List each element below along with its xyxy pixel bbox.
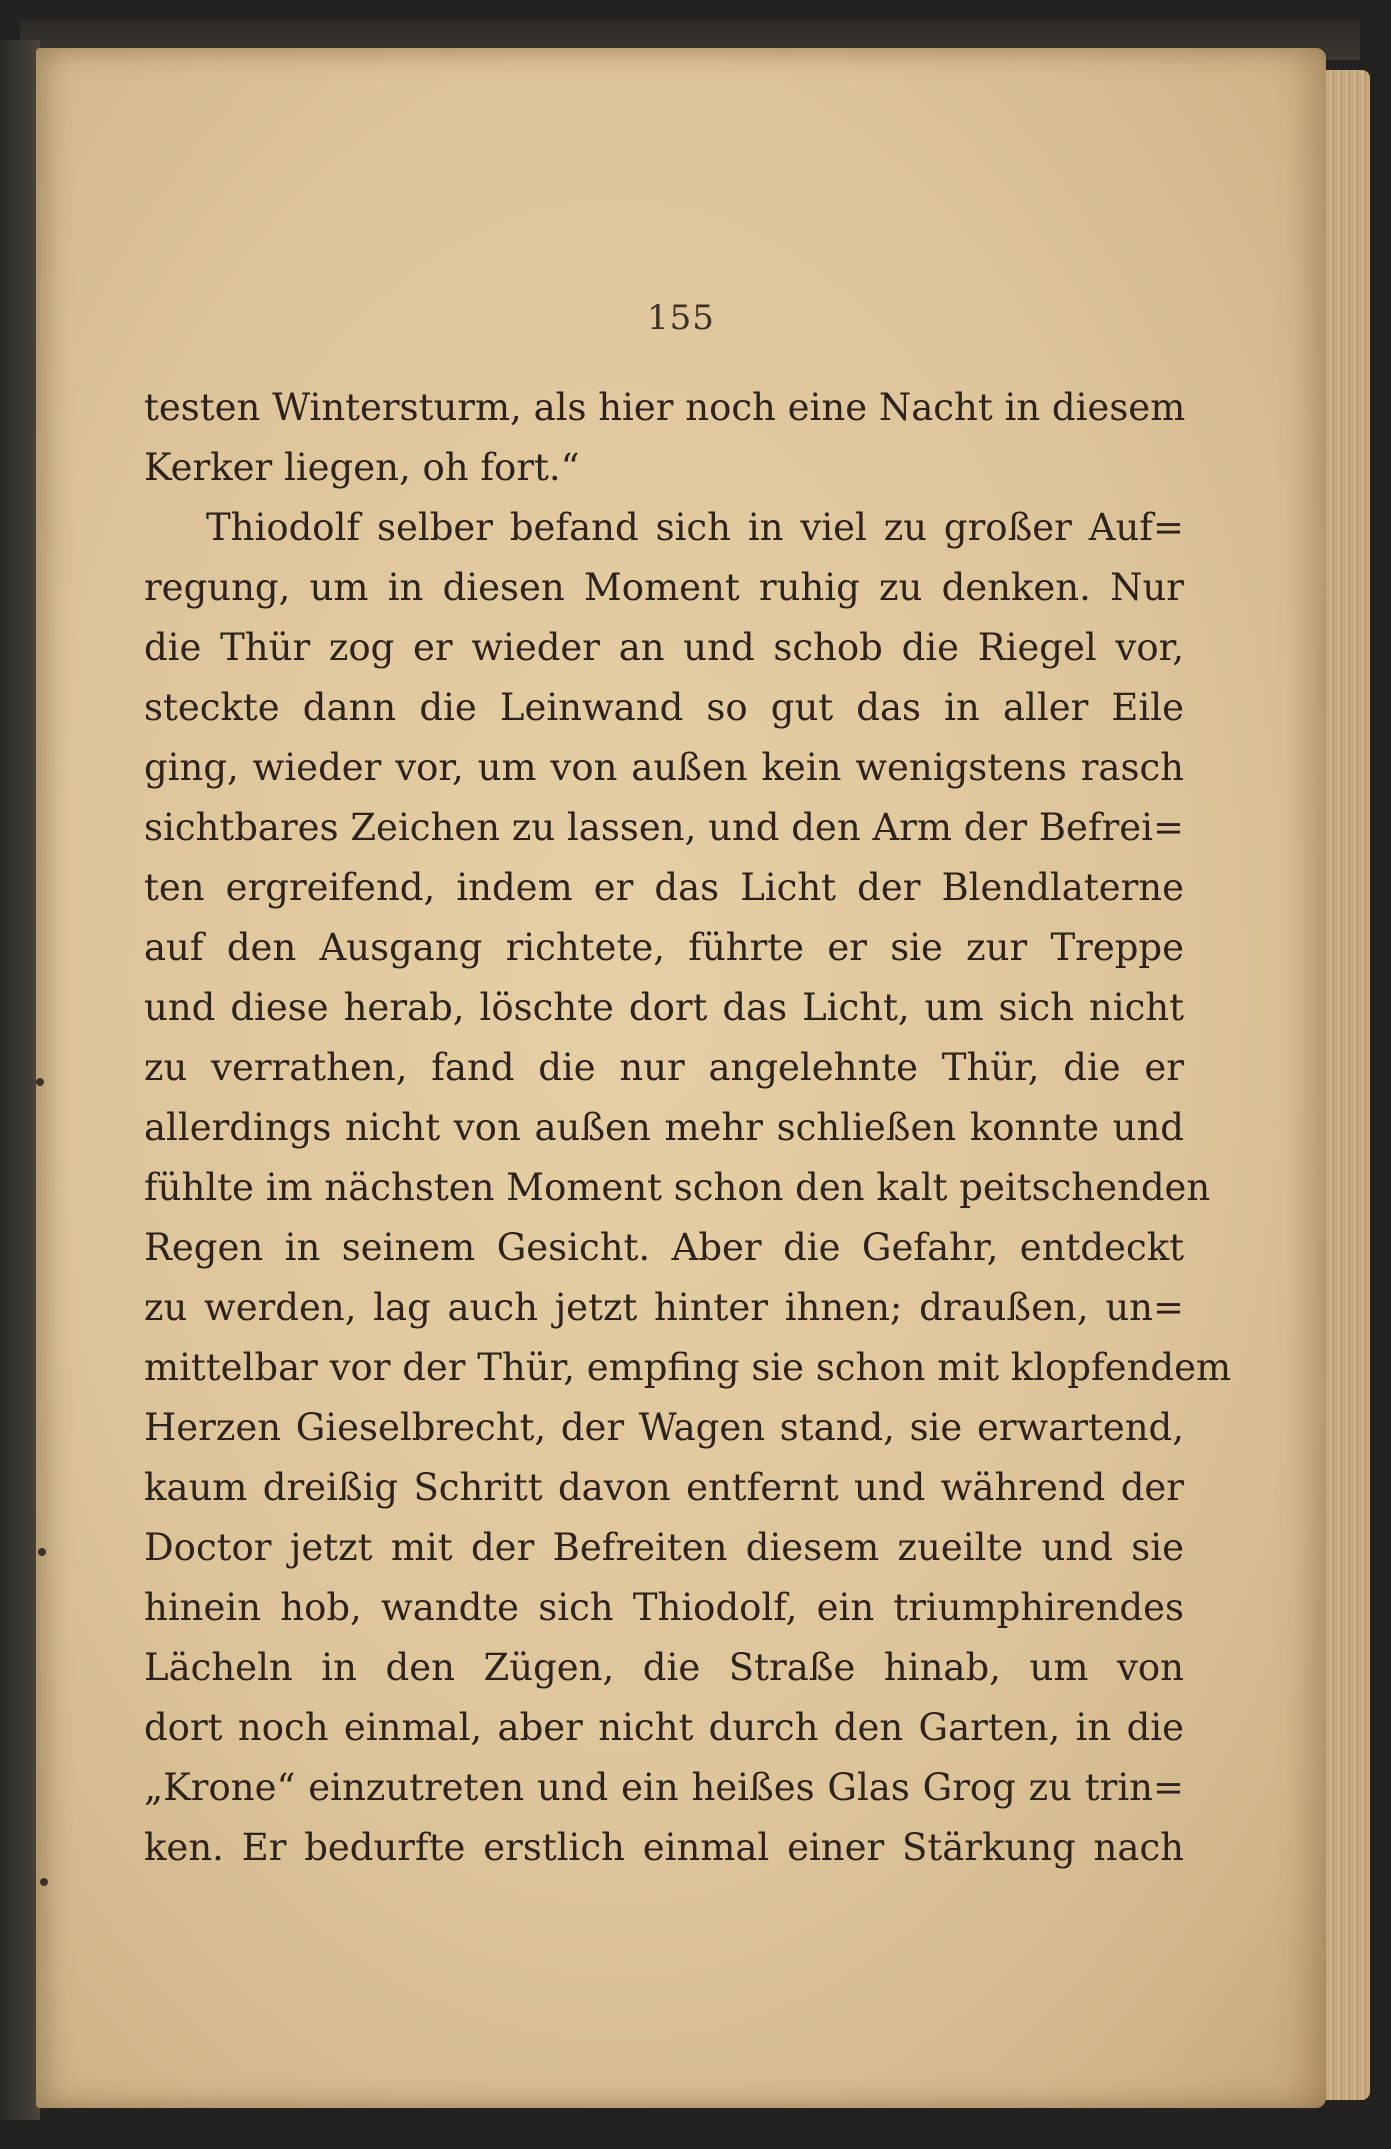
- text-line: Thiodolf selber befand sich in viel zu großer Auf=: [206, 506, 1184, 549]
- margin-speck: [36, 1078, 44, 1086]
- text-line: Regen in seinem Gesicht. Aber die Gefahr, entdeckt: [144, 1226, 1184, 1269]
- text-line: Lächeln in den Zügen, die Straße hinab, um von: [144, 1646, 1184, 1689]
- margin-speck: [38, 1548, 46, 1556]
- text-line: zu werden, lag auch jetzt hinter ihnen; draußen, un=: [144, 1286, 1184, 1329]
- text-line: ken. Er bedurfte erstlich einmal einer Stärkung nach: [144, 1826, 1184, 1869]
- text-line: regung, um in diesen Moment ruhig zu denken. Nur: [144, 566, 1184, 609]
- book-binding: [0, 40, 40, 2120]
- margin-speck: [40, 1878, 48, 1886]
- text-line: sichtbares Zeichen zu lassen, und den Arm der Befrei=: [144, 806, 1184, 849]
- text-line: hinein hob, wandte sich Thiodolf, ein triumphirendes: [144, 1586, 1184, 1629]
- text-line: allerdings nicht von außen mehr schließen konnte und: [144, 1106, 1184, 1149]
- book-page: [36, 48, 1326, 2108]
- text-line: kaum dreißig Schritt davon entfernt und während der: [144, 1466, 1184, 1509]
- text-line: ging, wieder vor, um von außen kein wenigstens rasch: [144, 746, 1184, 789]
- text-line: zu verrathen, fand die nur angelehnte Thür, die er: [144, 1046, 1184, 1089]
- text-line: mittelbar vor der Thür, empfing sie schon mit klopfendem: [144, 1346, 1232, 1389]
- body-text: [144, 378, 1232, 1878]
- text-line: ten ergreifend, indem er das Licht der Blendlaterne: [144, 866, 1184, 909]
- text-line: dort noch einmal, aber nicht durch den Garten, in die: [144, 1706, 1184, 1749]
- text-line: Herzen Gieselbrecht, der Wagen stand, sie erwartend,: [144, 1406, 1184, 1449]
- text-line: „Krone“ einzutreten und ein heißes Glas Grog zu trin=: [144, 1766, 1184, 1809]
- text-line: auf den Ausgang richtete, führte er sie zur Treppe: [144, 926, 1184, 969]
- text-line: steckte dann die Leinwand so gut das in aller Eile: [144, 686, 1184, 729]
- page-number: 155: [647, 298, 715, 338]
- text-line: und diese herab, löschte dort das Licht, um sich nicht: [144, 986, 1184, 1029]
- text-line: Doctor jetzt mit der Befreiten diesem zueilte und sie: [144, 1526, 1184, 1569]
- text-line: Kerker liegen, oh fort.“: [144, 446, 580, 489]
- text-line: testen Wintersturm, als hier noch eine Nacht in diesem: [144, 386, 1186, 429]
- text-line: fühlte im nächsten Moment schon den kalt peitschenden: [144, 1166, 1211, 1209]
- text-line: die Thür zog er wieder an und schob die Riegel vor,: [144, 626, 1184, 669]
